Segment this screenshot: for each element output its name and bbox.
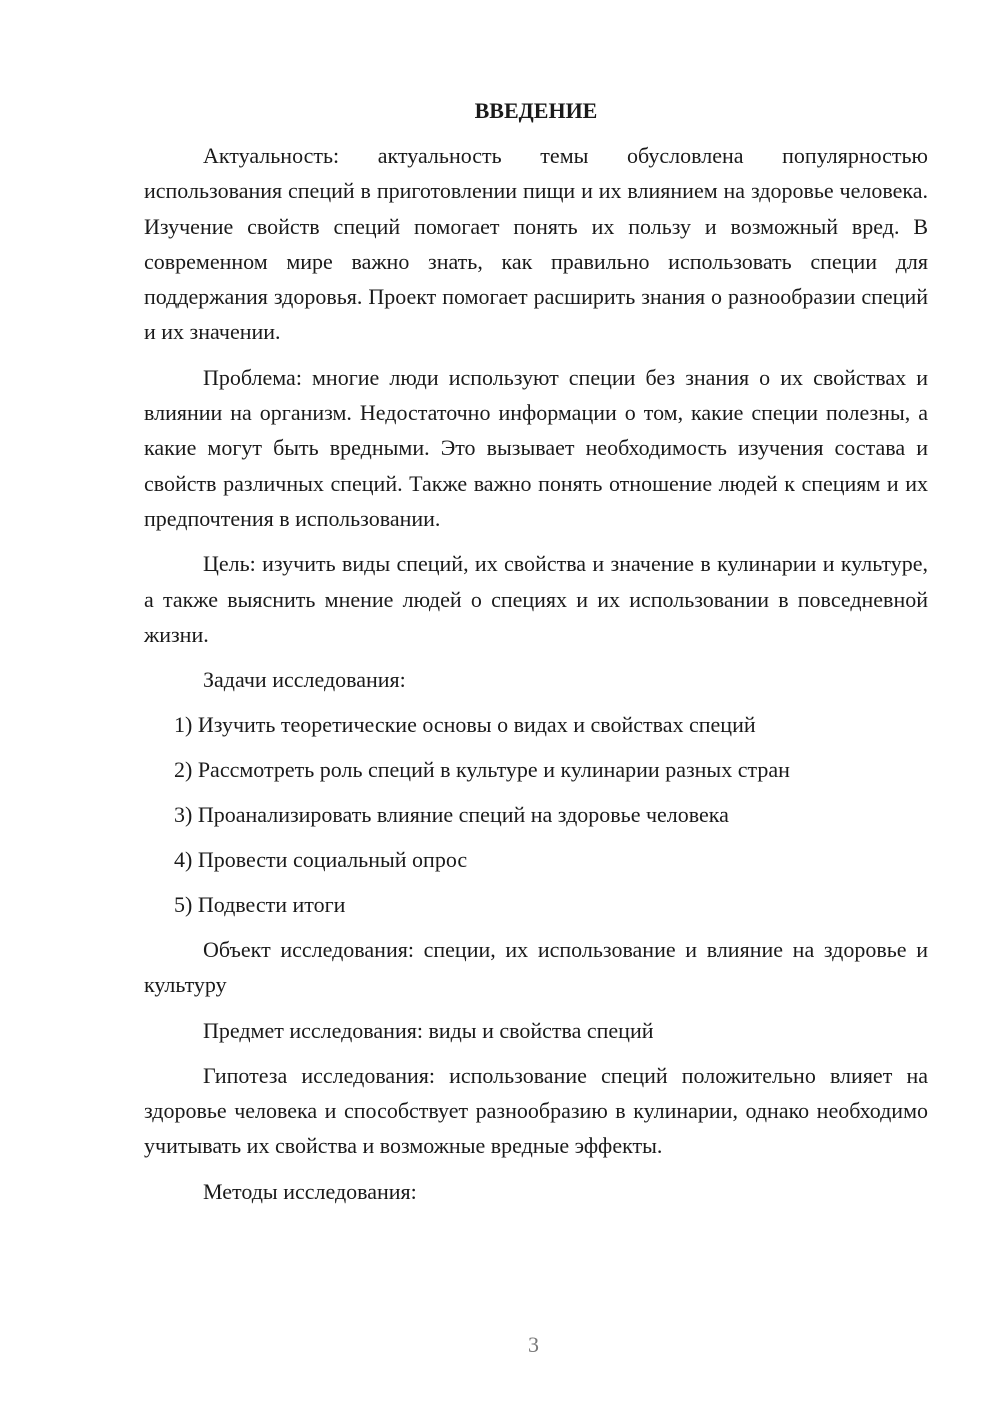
section-title: ВВЕДЕНИЕ	[474, 98, 598, 123]
tasks-list	[144, 707, 928, 922]
methods-heading: Методы исследования:	[203, 1178, 417, 1204]
relevance-paragraph: Актуальность: актуальность темы обусловлена популярностью использования специй в приготовлении пищи и их влиянием на здоровье человека. Изучение свойств специй помогает понять их пользу и возможный вред. В современном мире важно знать, как правильно использовать специи для поддержания здоровья. Проект помогает расширить знания о разнообразии специй и их значении.	[144, 143, 928, 345]
list-item: 4) Провести социальный опрос	[174, 847, 468, 873]
list-item: 1) Изучить теоретические основы о видах и свойствах специй	[174, 712, 756, 738]
hypothesis-paragraph: Гипотеза исследования: использование специй положительно влияет на здоровье человека и способствует разнообразию в кулинарии, однако необходимо учитывать их свойства и возможные вредные эффекты.	[144, 1062, 928, 1159]
list-item: 2) Рассмотреть роль специй в культуре и кулинарии разных стран	[174, 757, 790, 783]
page-number: 3	[528, 1332, 539, 1357]
problem-paragraph: Проблема: многие люди используют специи без знания о их свойствах и влиянии на организм. Недостаточно информации о том, какие специи полезны, а какие могут быть вредными. Это вызывает необходимость изучения состава и свойств различных специй. Также важно понять отношение людей к специям и их предпочтения в использовании.	[144, 364, 928, 531]
object-paragraph: Объект исследования: специи, их использование и влияние на здоровье и культуру	[144, 937, 928, 998]
list-item: 5) Подвести итоги	[174, 892, 346, 918]
tasks-heading: Задачи исследования:	[203, 667, 406, 693]
subject-paragraph: Предмет исследования: виды и свойства специй	[203, 1017, 654, 1043]
document-page	[144, 93, 928, 1219]
list-item: 3) Проанализировать влияние специй на здоровье человека	[174, 802, 729, 828]
goal-paragraph: Цель: изучить виды специй, их свойства и значение в кулинарии и культуре, а также выяснить мнение людей о специях и их использовании в повседневной жизни.	[144, 551, 928, 647]
